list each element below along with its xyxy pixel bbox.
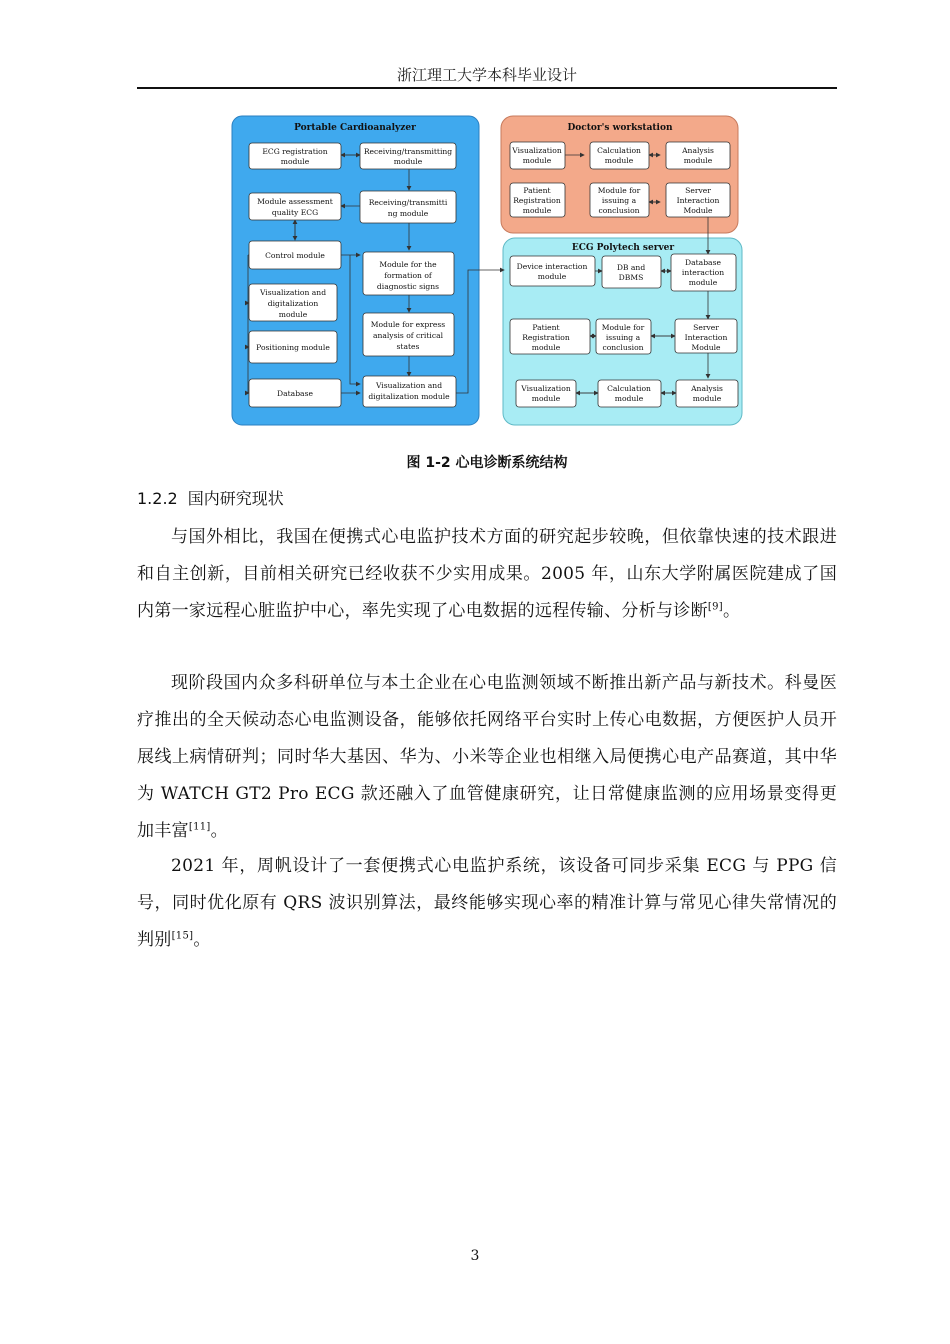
box-label: conclusion bbox=[602, 343, 644, 352]
citation-ref[interactable]: [9] bbox=[707, 601, 723, 613]
paragraph-text: 2021 年，周帆设计了一套便携式心电监护系统，该设备可同步采集 ECG 与 PPG 信号，同时优化原有 QRS 波识别算法，最终能够实现心率的精准计算与常见心律失常情况的判别 bbox=[137, 856, 837, 950]
paragraph-end: 。 bbox=[722, 601, 741, 621]
server-panel-title: ECG Polytech server bbox=[571, 243, 675, 253]
svg-text:Module forissuing aconclusion bbox=[602, 323, 645, 352]
box-label: Database bbox=[277, 389, 313, 398]
box-label: digitalization module bbox=[368, 392, 450, 401]
box-label: conclusion bbox=[598, 206, 640, 215]
box-label: module bbox=[688, 278, 718, 287]
box-label: Calculation bbox=[597, 146, 641, 155]
box-label: Visualization bbox=[512, 146, 562, 155]
box-label: ECG registration bbox=[262, 147, 328, 156]
paragraph-end: 。 bbox=[193, 930, 211, 950]
section-title: 国内研究现状 bbox=[187, 489, 284, 508]
box-label: module bbox=[280, 157, 310, 166]
box-label: module bbox=[522, 156, 552, 165]
box-label: Calculation bbox=[607, 384, 651, 393]
box-label: module bbox=[531, 343, 561, 352]
box-label: module bbox=[683, 156, 713, 165]
section-number: 1.2.2 bbox=[137, 489, 178, 508]
box-label: Analysis bbox=[691, 384, 723, 393]
box-label: formation of bbox=[384, 271, 432, 280]
box-label: Database bbox=[685, 258, 721, 267]
svg-text:Module for theformation ofdiag bbox=[377, 260, 439, 291]
box-label: module bbox=[537, 272, 567, 281]
paragraph-end: 。 bbox=[210, 821, 228, 841]
box-label: quality ECG bbox=[271, 208, 319, 217]
paragraph-1 bbox=[137, 519, 837, 630]
box-label: digitalization bbox=[267, 299, 319, 308]
box-label: Visualization and bbox=[259, 288, 327, 297]
box-label: Server bbox=[693, 323, 719, 332]
box-label: Server bbox=[685, 186, 711, 195]
box-label: interaction bbox=[681, 268, 725, 277]
svg-text:Analysismodule bbox=[690, 384, 723, 403]
box-label: Module assessment bbox=[257, 197, 333, 206]
box-receiving-transmitting-mid bbox=[360, 191, 456, 223]
box-label: Analysis bbox=[682, 146, 714, 155]
box-label: Module for bbox=[597, 186, 641, 195]
box-label: module bbox=[393, 157, 423, 166]
box-label: DB and bbox=[616, 263, 646, 272]
svg-text:Database bbox=[277, 389, 313, 398]
box-label: Receiving/transmitting bbox=[363, 147, 453, 156]
box-label: Device interaction bbox=[516, 262, 588, 271]
box-db-dbms bbox=[602, 256, 661, 288]
box-label: Registration bbox=[522, 333, 570, 342]
paragraph-3 bbox=[137, 848, 837, 959]
running-header: 浙江理工大学本科毕业设计 bbox=[396, 66, 577, 84]
box-label: module bbox=[531, 394, 561, 403]
box-label: module bbox=[522, 206, 552, 215]
box-label: issuing a bbox=[601, 196, 637, 205]
figure-caption: 图 1-2 心电诊断系统结构 bbox=[406, 455, 568, 471]
box-device-interaction bbox=[510, 256, 595, 286]
svg-text:Module forissuing aconclusion bbox=[598, 186, 641, 215]
box-label: Registration bbox=[513, 196, 561, 205]
box-label: Visualization and bbox=[375, 381, 443, 390]
citation-ref[interactable]: [11] bbox=[188, 821, 211, 833]
box-label: Patient bbox=[532, 323, 560, 332]
box-label: Interaction bbox=[684, 333, 728, 342]
box-label: Module for the bbox=[379, 260, 437, 269]
box-label: Visualization bbox=[521, 384, 571, 393]
header-rule bbox=[137, 87, 837, 89]
box-label: module bbox=[692, 394, 722, 403]
svg-text:Analysismodule bbox=[681, 146, 714, 165]
box-label: issuing a bbox=[605, 333, 641, 342]
box-label: Module bbox=[691, 343, 721, 352]
box-label: analysis of critical bbox=[372, 331, 444, 340]
box-label: DBMS bbox=[618, 273, 644, 282]
box-label: Patient bbox=[523, 186, 551, 195]
portable-panel-title: Portable Cardioanalyzer bbox=[294, 123, 416, 133]
box-label: Positioning module bbox=[256, 343, 330, 352]
box-label: ng module bbox=[387, 209, 429, 218]
box-label: Module for express bbox=[370, 320, 446, 329]
box-label: module bbox=[604, 156, 634, 165]
box-label: Receiving/transmitti bbox=[368, 198, 448, 207]
svg-text:Control module bbox=[265, 251, 325, 260]
paragraph-2 bbox=[137, 665, 837, 850]
box-label: module bbox=[278, 310, 308, 319]
box-label: Control module bbox=[265, 251, 325, 260]
box-label: Module for bbox=[601, 323, 645, 332]
box-label: states bbox=[396, 342, 420, 351]
system-architecture-figure bbox=[230, 114, 744, 427]
paragraph-text: 与国外相比，我国在便携式心电监护技术方面的研究起步较晚，但依靠快速的技术跟进和自主创新，目前相关研究已经收获不少实用成果。2005 年，山东大学附属医院建成了国内第一家远程心脏监护中心，率先实现了心电数据的远程传输、分析与诊断 bbox=[137, 527, 837, 621]
box-label: module bbox=[614, 394, 644, 403]
box-label: Module bbox=[683, 206, 713, 215]
box-label: diagnostic signs bbox=[376, 282, 440, 291]
svg-text:Positioning module bbox=[256, 343, 330, 352]
citation-ref[interactable]: [15] bbox=[171, 930, 194, 942]
box-label: Interaction bbox=[676, 196, 720, 205]
page-number: 3 bbox=[470, 1248, 480, 1264]
paragraph-text: 现阶段国内众多科研单位与本土企业在心电监测领域不断推出新产品与新技术。科曼医疗推出的全天候动态心电监测设备，能够依托网络平台实时上传心电数据，方便医护人员开展线上病情研判；同时华大基因、华为、小米等企业也相继入局便携心电产品赛道，其中华为 WATCH GT2 Pro ECG 款还融入了血管健康研究，让日常健康监测的应用场景变得更加丰富 bbox=[137, 673, 837, 841]
svg-text:DB andDBMS bbox=[617, 263, 646, 282]
doctor-panel-title: Doctor's workstation bbox=[567, 123, 673, 133]
section-heading bbox=[137, 486, 284, 509]
